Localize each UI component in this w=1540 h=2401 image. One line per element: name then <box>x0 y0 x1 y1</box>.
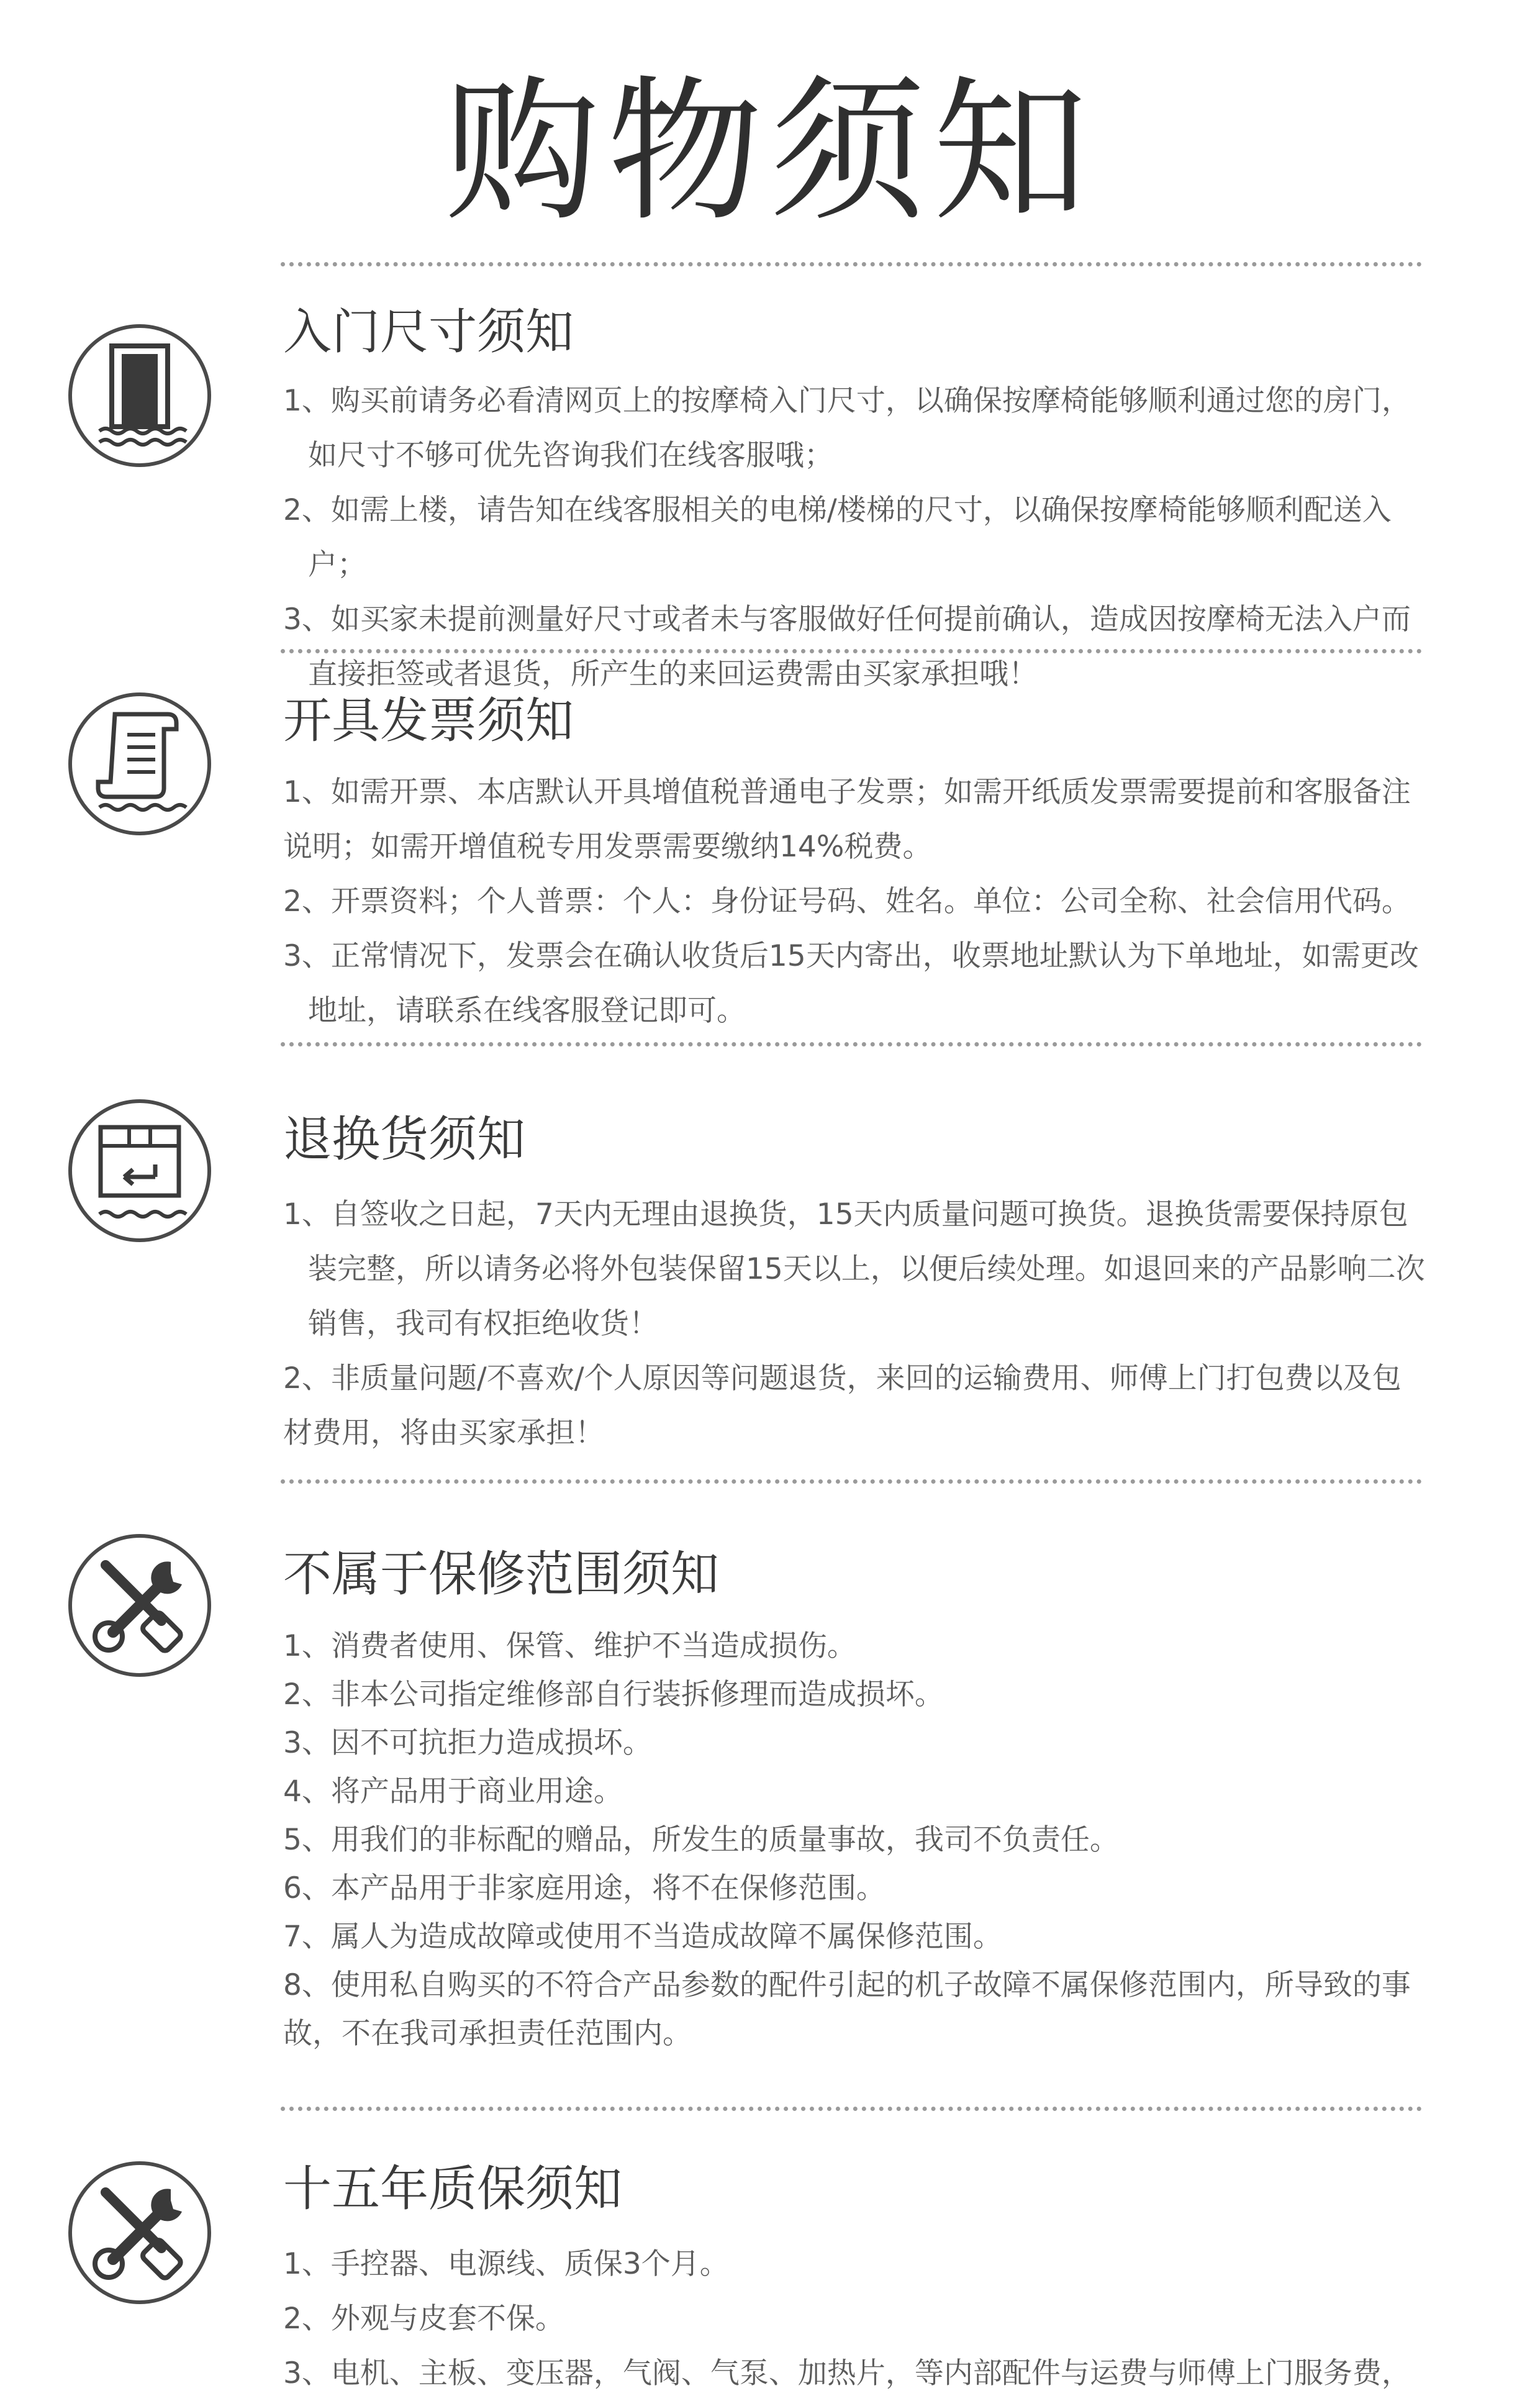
list-item: 5、用我们的非标配的赠品，所发生的质量事故，我司不负责任。 <box>283 1823 1119 1857</box>
list-item: 7、属人为造成故障或使用不当造成故障不属保修范围。 <box>283 1920 1002 1954</box>
list-item: 2、外观与皮套不保。 <box>283 2302 564 2336</box>
divider <box>281 1042 1422 1046</box>
door-icon <box>62 318 217 473</box>
section-items <box>283 1622 1426 2058</box>
list-item: 6、本产品用于非家庭用途，将不在保修范围。 <box>283 1871 886 1905</box>
wrench-screwdriver-icon <box>62 1528 217 1683</box>
section-items <box>283 1187 1426 1461</box>
section-heading: 不属于保修范围须知 <box>283 1546 720 1602</box>
list-item: 2、非本公司指定维修部自行装拆修理而造成损坏。 <box>283 1677 944 1712</box>
section-fifteen-year-warranty <box>0 2155 1540 2390</box>
list-item: 2、开票资料；个人普票：个人：身份证号码、姓名。单位：公司全称、社会信用代码。 <box>283 884 1411 919</box>
invoice-scroll-icon <box>62 686 217 842</box>
section-items <box>283 2237 1426 2401</box>
list-item: 8、使用私自购买的不符合产品参数的配件引起的机子故障不属保修范围内，所导致的事故，不在我司承担责任范围内。 <box>283 1968 1411 2051</box>
section-returns <box>0 1105 1540 1466</box>
divider <box>281 2107 1422 2111</box>
wrench-screwdriver-icon <box>62 2155 217 2310</box>
section-items <box>283 765 1426 1038</box>
list-item: 3、正常情况下，发票会在确认收货后15天内寄出，收票地址默认为下单地址，如需更改地址，请联系在线客服登记即可。 <box>283 939 1419 1028</box>
list-item: 3、因不可抗拒力造成损坏。 <box>283 1726 652 1760</box>
list-item: 3、如买家未提前测量好尺寸或者未与客服做好任何提前确认，造成因按摩椅无法入户而直接拒签或者退货，所产生的来回运费需由买家承担哦！ <box>283 602 1411 691</box>
return-box-icon <box>62 1093 217 1248</box>
page-title: 购物须知 <box>445 61 1095 242</box>
section-door-size <box>0 292 1540 691</box>
list-item: 4、将产品用于商业用途。 <box>283 1774 623 1809</box>
section-invoice <box>0 683 1540 1031</box>
list-item: 2、如需上楼，请告知在线客服相关的电梯/楼梯的尺寸，以确保按摩椅能够顺利配送入户； <box>283 493 1392 582</box>
list-item: 1、手控器、电源线、质保3个月。 <box>283 2247 729 2281</box>
divider <box>281 1479 1422 1484</box>
divider <box>281 262 1422 266</box>
list-item: 1、如需开票、本店默认开具增值税普通电子发票；如需开纸质发票需要提前和客服备注说明；如需开增值税专用发票需要缴纳14%税费。 <box>283 775 1411 864</box>
list-item: 1、自签收之日起，7天内无理由退换货，15天内质量问题可换货。退换货需要保持原包装完整，所以请务必将外包装保留15天以上，以便后续处理。如退回来的产品影响二次销售，我司有权拒绝收货！ <box>283 1197 1425 1341</box>
divider <box>281 649 1422 653</box>
list-item: 3、电机、主板、变压器，气阀、气泵、加热片，等内部配件与运费与师傅上门服务费， <box>283 2356 1411 2390</box>
list-item: 1、购买前请务必看清网页上的按摩椅入门尺寸，以确保按摩椅能够顺利通过您的房门，如尺寸不够可优先咨询我们在线客服哦； <box>283 384 1411 473</box>
section-heading: 十五年质保须知 <box>283 2161 623 2217</box>
list-item: 1、消费者使用、保管、维护不当造成损伤。 <box>283 1629 856 1663</box>
section-heading: 退换货须知 <box>283 1112 526 1168</box>
section-heading: 开具发票须知 <box>283 693 574 749</box>
section-warranty-exclusions <box>0 1540 1540 2049</box>
list-item: 2、非质量问题/不喜欢/个人原因等问题退货，来回的运输费用、师傅上门打包费以及包材费用，将由买家承担！ <box>283 1361 1402 1450</box>
section-heading: 入门尺寸须知 <box>283 304 574 360</box>
